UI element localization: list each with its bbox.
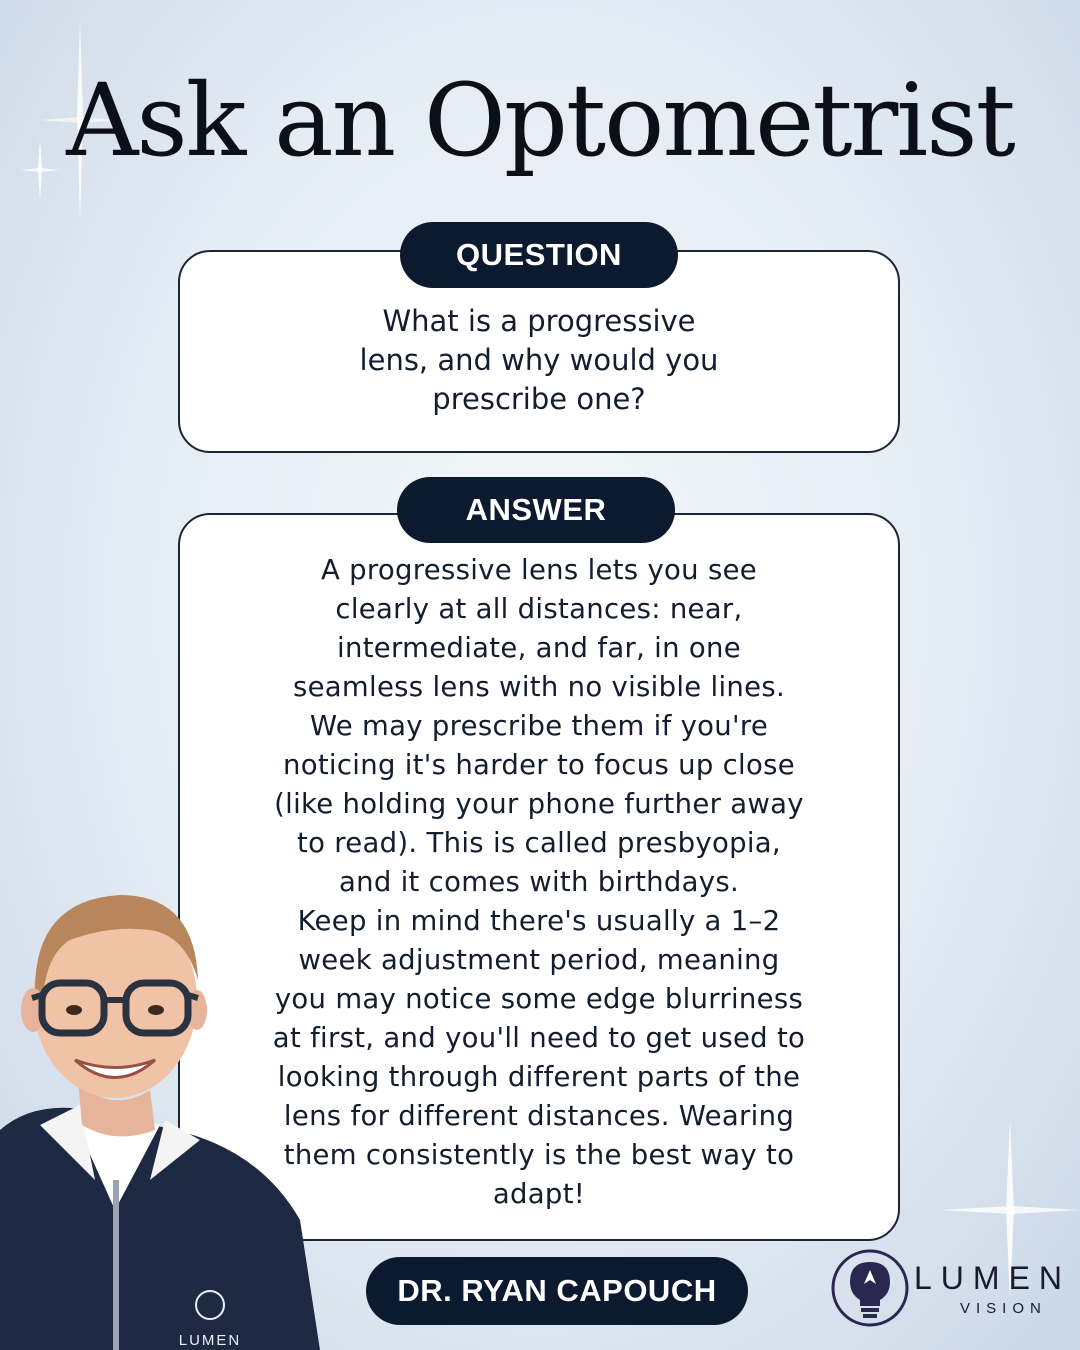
answer-line: you may notice some edge blurriness bbox=[274, 983, 804, 1015]
question-line: What is a progressive bbox=[382, 304, 696, 338]
answer-line: week adjustment period, meaning bbox=[298, 944, 780, 976]
brand-logo bbox=[830, 1248, 1070, 1328]
jacket-logo-text: LUMEN bbox=[178, 1332, 242, 1349]
doctor-portrait bbox=[0, 880, 330, 1350]
answer-line: noticing it's harder to focus up close bbox=[283, 749, 795, 781]
answer-line: to read). This is called presbyopia, bbox=[297, 827, 781, 859]
page-title: Ask an Optometrist bbox=[66, 62, 1014, 179]
answer-line: them consistently is the best way to bbox=[283, 1139, 795, 1171]
question-label: QUESTION bbox=[400, 222, 678, 288]
question-text bbox=[180, 302, 898, 419]
answer-line: adapt! bbox=[492, 1178, 586, 1210]
answer-line: A progressive lens lets you see bbox=[320, 554, 758, 586]
answer-line: seamless lens with no visible lines. bbox=[292, 671, 786, 703]
answer-line: (like holding your phone further away bbox=[274, 788, 804, 820]
logo-wordmark: LUMEN bbox=[914, 1260, 1072, 1296]
logo-subtitle: VISION bbox=[960, 1300, 1047, 1317]
answer-line: and it comes with birthdays. bbox=[338, 866, 740, 898]
answer-label: ANSWER bbox=[397, 477, 675, 543]
answer-line: Keep in mind there's usually a 1–2 bbox=[297, 905, 781, 937]
answer-line: looking through different parts of the bbox=[277, 1061, 801, 1093]
lightbulb-icon bbox=[830, 1248, 910, 1328]
question-line: prescribe one? bbox=[432, 382, 646, 416]
answer-line: We may prescribe them if you're bbox=[309, 710, 769, 742]
answer-line: intermediate, and far, in one bbox=[337, 632, 741, 664]
answer-line: at first, and you'll need to get used to bbox=[272, 1022, 806, 1054]
doctor-name: DR. RYAN CAPOUCH bbox=[366, 1257, 748, 1325]
answer-line: clearly at all distances: near, bbox=[335, 593, 743, 625]
answer-line: lens for different distances. Wearing bbox=[283, 1100, 795, 1132]
question-line: lens, and why would you bbox=[359, 343, 719, 377]
